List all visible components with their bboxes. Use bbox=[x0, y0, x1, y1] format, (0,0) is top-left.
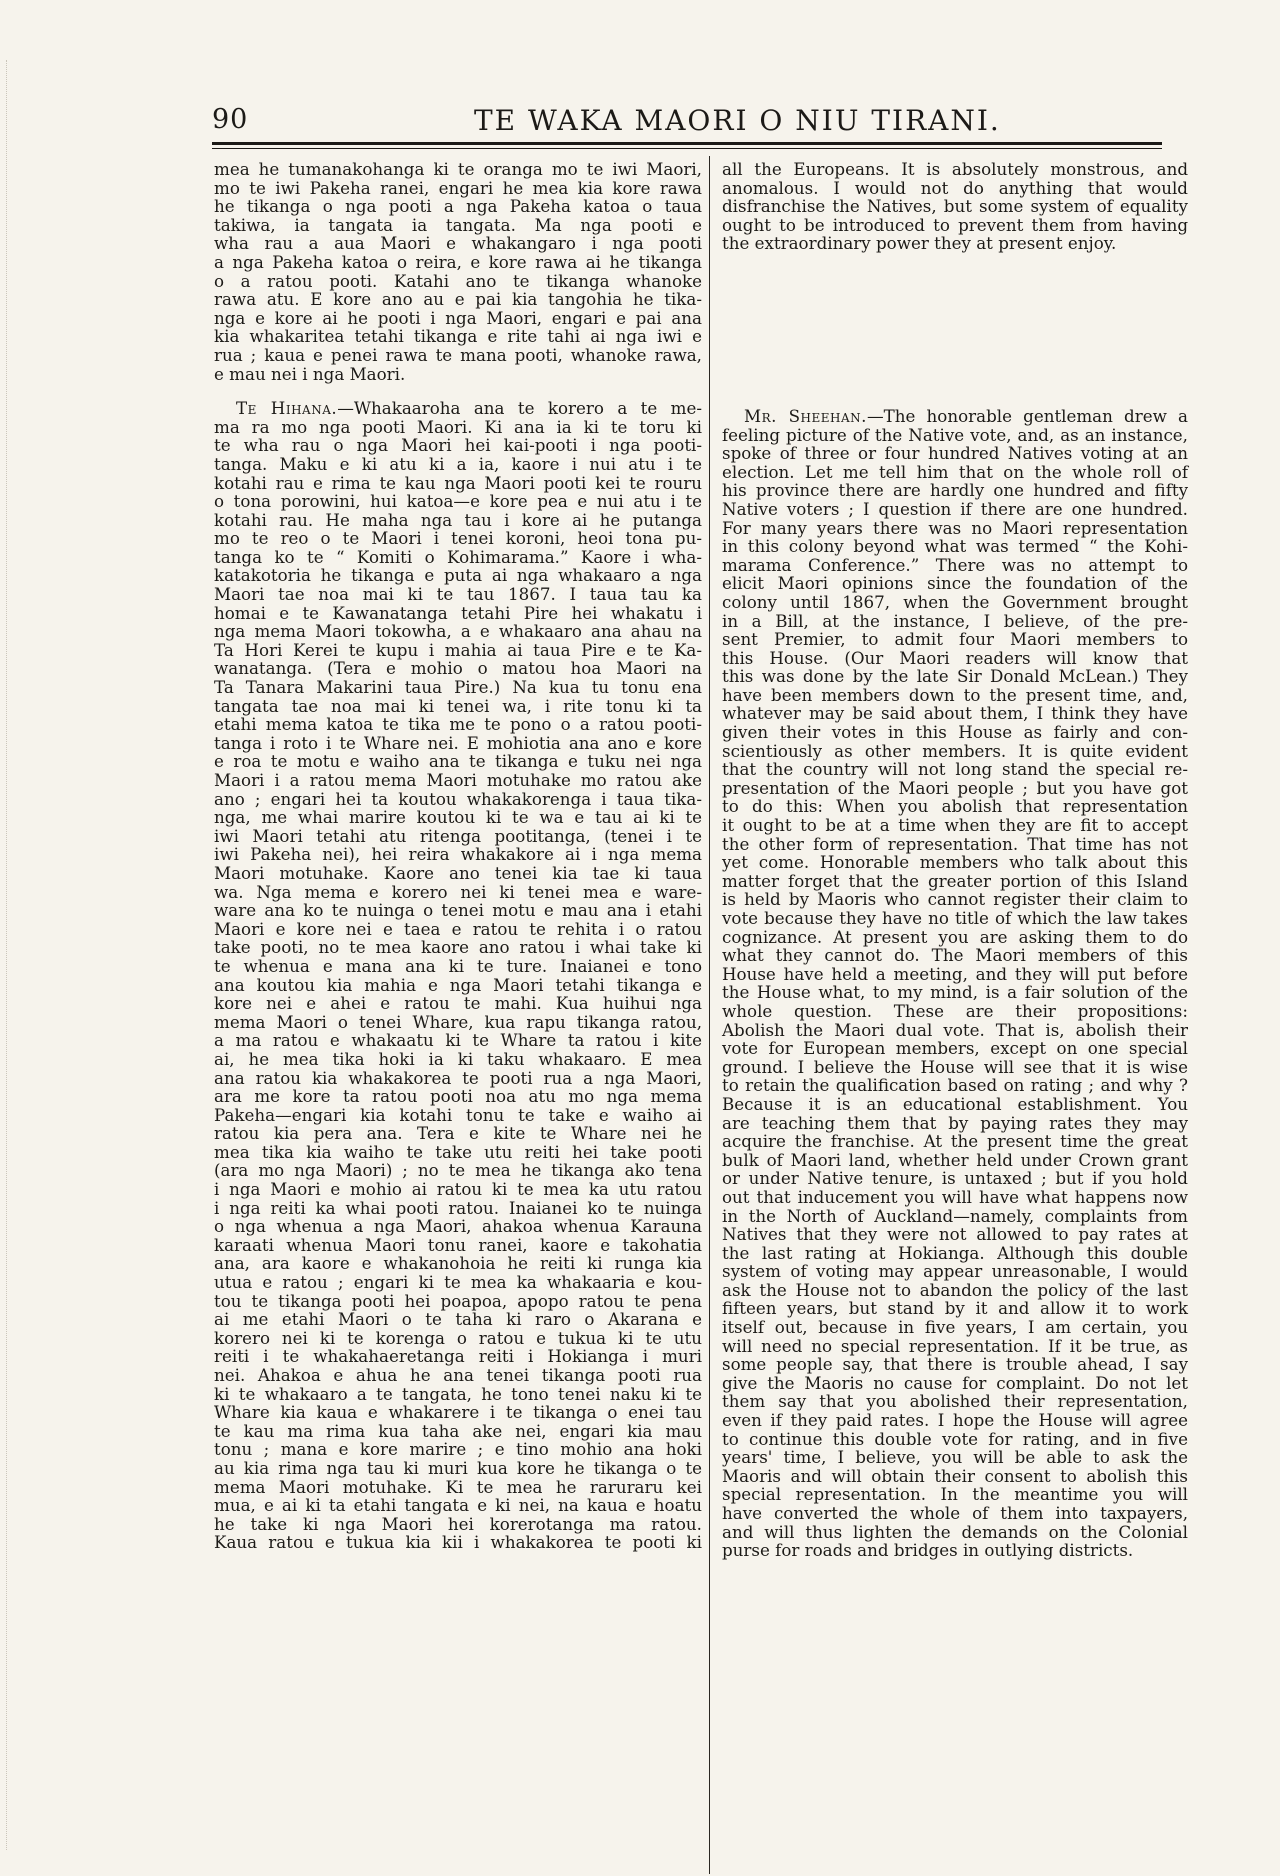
text-line: mo te iwi Pakeha ranei, engari he mea kia kore rawa bbox=[214, 177, 702, 198]
text-line: what they cannot do. The Maori members of this bbox=[722, 945, 1188, 966]
speaker-name: Mr. Sheehan. bbox=[744, 405, 867, 426]
text-line: vote for European members, except on one special bbox=[722, 1038, 1188, 1059]
text-line: system of voting may appear unreasonable, I would bbox=[722, 1261, 1188, 1282]
text-line: Maori e kore nei e taea e ratou te rehita i o ratou bbox=[214, 918, 702, 939]
text-line: ai, he mea tika hoki ia ki taku whakaaro. E mea bbox=[214, 1048, 702, 1069]
text-line: is held by Maoris who cannot register their claim to bbox=[722, 889, 1188, 910]
text-line: years' time, I believe, you will be able to ask the bbox=[722, 1447, 1188, 1468]
text-line: Maoris and will obtain their consent to abolish this bbox=[722, 1465, 1188, 1486]
text-line: this was done by the late Sir Donald McLean.) They bbox=[722, 666, 1188, 687]
text-line: ki te whakaaro a te tangata, he tono tenei naku ki te bbox=[214, 1383, 702, 1404]
text-line: a nga Pakeha katoa o reira, e kore rawa ai he tikanga bbox=[214, 251, 702, 272]
text-line: in this colony beyond what was termed “ the Kohi- bbox=[722, 536, 1188, 557]
text-line: out that inducement you will have what happens now bbox=[722, 1186, 1188, 1207]
text-line: the extraordinary power they at present enjoy. bbox=[722, 233, 1117, 254]
text-line: mema Maori motuhake. Ki te mea he raruraru kei bbox=[214, 1476, 702, 1497]
text-line: in the North of Auckland—namely, complaints from bbox=[722, 1205, 1188, 1226]
text-line: the other form of representation. That time has not bbox=[722, 833, 1188, 854]
text-line: mea tika kia waiho te take utu reiti hei take pooti bbox=[214, 1141, 702, 1162]
text-line: anomalous. I would not do anything that would bbox=[722, 177, 1188, 198]
text-line: nga mema Maori tokowha, a e whakaaro ana ahau na bbox=[214, 621, 702, 642]
text-line: are teaching them that by paying rates they may bbox=[722, 1112, 1188, 1133]
text-line: that the country will not long stand the special re- bbox=[722, 759, 1188, 780]
text-line: ma ra mo nga pooti Maori. Ki ana ia ki te toru ki bbox=[214, 416, 702, 437]
text-line: tangata tae noa mai ki tenei wa, i rite tonu ki ta bbox=[214, 695, 702, 716]
text-line: in a Bill, at the instance, I believe, of the pre- bbox=[722, 610, 1188, 631]
text-line: homai e te Kawanatanga tetahi Pire hei whakatu i bbox=[214, 602, 702, 623]
text-line: korero nei ki te korenga o ratou e tukua ki te utu bbox=[214, 1327, 702, 1348]
text-line: (ara mo nga Maori) ; no te mea he tikanga ako tena bbox=[214, 1160, 702, 1181]
text-line: or under Native tenure, is untaxed ; but if you hold bbox=[722, 1168, 1188, 1189]
text-line: e mau nei i nga Maori. bbox=[214, 363, 406, 384]
text-line: ground. I believe the House will see that it is wise bbox=[722, 1056, 1188, 1077]
text-line: wa. Nga mema e korero nei ki tenei mea e ware- bbox=[214, 881, 702, 902]
text-line: tonu ; mana e kore marire ; e tino mohio ana hoki bbox=[214, 1439, 702, 1460]
text-line: Maori i a ratou mema Maori motuhake mo ratou ake bbox=[214, 770, 702, 790]
text-line: te wha rau o nga Maori hei kai-pooti i nga pooti- bbox=[214, 435, 702, 456]
text-line: presentation of the Maori people ; but you have got bbox=[722, 777, 1188, 798]
text-line: he tikanga o nga pooti a nga Pakeha katoa o taua bbox=[214, 196, 702, 217]
text-line: ratou kia pera ana. Tera e kite te Whare nei he bbox=[214, 1123, 702, 1144]
header-rule-thin bbox=[212, 148, 1162, 149]
text-line: given their votes in this House as fairly and con- bbox=[722, 722, 1188, 743]
text-line: some people say, that there is trouble ahead, I say bbox=[722, 1354, 1188, 1375]
text-line: ana, ara kaore e whakanohoia he reiti ki runga kia bbox=[214, 1253, 702, 1274]
text-line: nga e kore ai he pooti i nga Maori, engari e pai ana bbox=[214, 307, 702, 328]
text-line: them say that you abolished their representation, bbox=[722, 1391, 1188, 1412]
text-line: nei. Ahakoa e ahua he ana tenei tikanga pooti rua bbox=[214, 1365, 702, 1385]
text-line: e roa te motu e waiho ana te tikanga e tuku nei nga bbox=[214, 751, 702, 772]
column-divider bbox=[709, 156, 710, 1874]
text-line: Abolish the Maori dual vote. That is, abolish their bbox=[722, 1019, 1188, 1040]
text-line: etahi mema katoa te tika me te pono o a ratou pooti- bbox=[214, 714, 702, 735]
text-line: o tona porowini, hui katoa—e kore pea e nui atu i te bbox=[214, 491, 702, 512]
text-line: kore nei e ahei e ratou te mahi. Kua huihui nga bbox=[214, 993, 702, 1014]
text-line: itself out, because in five years, I am certain, you bbox=[722, 1317, 1188, 1338]
right-paragraph-1 bbox=[722, 160, 1188, 253]
text-line: marama Conference.” There was no attempt to bbox=[722, 554, 1188, 575]
text-line: nga, me whai marire koutou ki te wa e tau ai ki te bbox=[214, 807, 702, 828]
text-line: o a ratou pooti. Katahi ano te tikanga whanoke bbox=[214, 270, 702, 291]
text-line: yet come. Honorable members who talk about this bbox=[722, 852, 1188, 873]
text-line: Kaua ratou e tukua kia kii i whakakorea te pooti ki bbox=[214, 1532, 702, 1553]
text-line: the House what, to my mind, is a fair solution of the bbox=[722, 982, 1188, 1003]
text-line: reiti i te whakahaeretanga reiti i Hokianga i muri bbox=[214, 1346, 702, 1367]
text-line: special representation. In the meantime you will bbox=[722, 1484, 1188, 1505]
right-column bbox=[722, 160, 1188, 1560]
text-line: tou te tikanga pooti hei poapoa, apopo ratou te pena bbox=[214, 1290, 702, 1311]
left-paragraph-1 bbox=[214, 160, 702, 383]
text-line: cognizance. At present you are asking them to do bbox=[722, 926, 1188, 947]
text-line: iwi Pakeha nei), hei reira whakakore ai i nga mema bbox=[214, 844, 702, 865]
speaker-name: Te Hihana. bbox=[236, 398, 338, 419]
text-line: ware ana ko te nuinga o tenei motu e mau ana i etahi bbox=[214, 900, 702, 921]
text-line: mo te reo o te Maori i tenei koroni, heoi tona pu- bbox=[214, 528, 702, 549]
left-paragraph-2 bbox=[214, 399, 702, 1552]
text-line: have been members down to the present time, and, bbox=[722, 684, 1188, 705]
text-line: vote because they have no title of which the law takes bbox=[722, 908, 1188, 928]
text-line: scientiously as other members. It is quite evident bbox=[722, 740, 1188, 761]
text-line: sent Premier, to admit four Maori members to bbox=[722, 629, 1188, 650]
text-line: rua ; kaua e penei rawa te mana pooti, whanoke rawa, bbox=[214, 344, 702, 365]
text-line: kotahi rau. He maha nga tau i kore ai he putanga bbox=[214, 509, 702, 530]
text-line: to continue this double vote for rating, and in five bbox=[722, 1428, 1188, 1449]
text-line: this House. (Our Maori readers will know that bbox=[722, 647, 1188, 668]
text-line: ana ratou kia whakakorea te pooti rua a nga Maori, bbox=[214, 1067, 702, 1088]
binding-edge bbox=[6, 60, 17, 1850]
text-line: i nga Maori e mohio ai ratou ki te mea ka utu ratou bbox=[214, 1179, 702, 1200]
text-line: whole question. These are their propositions: bbox=[722, 1000, 1188, 1021]
text-line: te kau ma rima kua taha ake nei, engari kia mau bbox=[214, 1420, 702, 1441]
text-line: rawa atu. E kore ano au e pai kia tangohia he tika- bbox=[214, 289, 702, 310]
text-line: takiwa, ia tangata ia tangata. Ma nga pooti e bbox=[214, 214, 702, 235]
text-line: wha rau a aua Maori e whakangaro i nga pooti bbox=[214, 233, 702, 254]
text-line: katakotoria he tikanga e puta ai nga whakaaro a nga bbox=[214, 565, 702, 586]
text-line: matter forget that the greater portion of this Island bbox=[722, 870, 1188, 891]
text-line: Pakeha—engari kia kotahi tonu te take e waiho ai bbox=[214, 1104, 702, 1125]
text-line: will need no special representation. If it be true, as bbox=[722, 1335, 1188, 1356]
text-line: Natives that they were not allowed to pay rates at bbox=[722, 1224, 1188, 1245]
text-line: to do this: When you abolish that representation bbox=[722, 796, 1188, 817]
text-line: have converted the whole of them into taxpayers, bbox=[722, 1503, 1188, 1523]
right-paragraph-2 bbox=[722, 407, 1188, 1560]
text-line: House have held a meeting, and they will put before bbox=[722, 963, 1188, 984]
text-line: utua e ratou ; engari ki te mea ka whakaaria e kou- bbox=[214, 1272, 702, 1293]
right-paragraph-2-first-line bbox=[722, 407, 1188, 426]
text-line: ai me etahi Maori o te taha ki raro o Akarana e bbox=[214, 1309, 702, 1330]
text-line: all the Europeans. It is absolutely monstrous, and bbox=[722, 159, 1188, 179]
text-line: Maori tae noa mai ki te tau 1867. I taua tau ka bbox=[214, 584, 702, 605]
text-line: Maori motuhake. Kaore ano tenei kia tae ki taua bbox=[214, 862, 702, 883]
page-header bbox=[212, 104, 1162, 144]
text-line: fifteen years, but stand by it and allow it to work bbox=[722, 1298, 1188, 1319]
paragraph-gap bbox=[214, 383, 702, 399]
header-rule-thick bbox=[212, 142, 1162, 145]
text-line: ara me kore ta ratou pooti noa atu mo nga mema bbox=[214, 1086, 702, 1107]
text-line: bulk of Maori land, whether held under Crown grant bbox=[722, 1149, 1188, 1170]
text-line: the last rating at Hokianga. Although this double bbox=[722, 1242, 1188, 1263]
text-line: whatever may be said about them, I think they have bbox=[722, 703, 1188, 724]
text-line: to retain the qualification based on rating ; and why ? bbox=[722, 1075, 1188, 1096]
text-line: iwi Maori tetahi atu ritenga pootitanga, (tenei i te bbox=[214, 825, 702, 846]
first-line-text: —Whakaaroha ana te korero a te me- bbox=[337, 398, 702, 419]
paragraph-gap bbox=[722, 253, 1188, 407]
text-line: tanga i roto i te Whare nei. E mohiotia ana ano e kore bbox=[214, 732, 702, 753]
text-line: and will thus lighten the demands on the Colonial bbox=[722, 1521, 1188, 1542]
text-line: mua, e ai ki ta etahi tangata e ki nei, na kaua e hoatu bbox=[214, 1495, 702, 1516]
text-line: Native voters ; I question if there are one hundred. bbox=[722, 498, 1188, 519]
text-line: election. Let me tell him that on the whole roll of bbox=[722, 461, 1188, 482]
text-line: kia whakaritea tetahi tikanga e rite tahi ai nga iwi e bbox=[214, 326, 702, 347]
text-line: mea he tumanakohanga ki te oranga mo te iwi Maori, bbox=[214, 159, 702, 179]
text-line: wanatanga. (Tera e mohio o matou hoa Maori na bbox=[214, 658, 702, 679]
text-line: purse for roads and bridges in outlying districts. bbox=[722, 1540, 1134, 1561]
text-line: his province there are hardly one hundred and fifty bbox=[722, 480, 1188, 501]
text-line: elicit Maori opinions since the foundation of the bbox=[722, 573, 1188, 594]
text-line: a ma ratou e whakaatu ki te Whare ta ratou i kite bbox=[214, 1030, 702, 1051]
text-line: kotahi rau e rima te kau nga Maori pooti kei te rouru bbox=[214, 472, 702, 493]
left-paragraph-2-first-line bbox=[214, 399, 702, 418]
text-line: i nga reiti ka whai pooti ratou. Inaianei ko te nuinga bbox=[214, 1197, 702, 1218]
text-line: au kia rima nga tau ki muri kua kore he tikanga o te bbox=[214, 1457, 702, 1478]
text-line: colony until 1867, when the Government brought bbox=[722, 591, 1188, 612]
text-line: tanga ko te “ Komiti o Kohimarama.” Kaore i wha- bbox=[214, 546, 702, 567]
text-line: mema Maori o tenei Whare, kua rapu tikanga ratou, bbox=[214, 1011, 702, 1032]
text-line: For many years there was no Maori representation bbox=[722, 517, 1188, 538]
text-line: he take ki nga Maori hei korerotanga ma ratou. bbox=[214, 1513, 702, 1534]
text-line: tanga. Maku e ki atu ki a ia, kaore i nui atu i te bbox=[214, 453, 702, 474]
text-line: ought to be introduced to prevent them from having bbox=[722, 214, 1188, 235]
text-line: Because it is an educational establishment. You bbox=[722, 1093, 1188, 1114]
page-number: 90 bbox=[212, 104, 249, 135]
text-line: o nga whenua a nga Maori, ahakoa whenua Karauna bbox=[214, 1216, 702, 1237]
text-line: feeling picture of the Native vote, and, as an instance, bbox=[722, 424, 1188, 445]
left-column bbox=[214, 160, 702, 1552]
text-line: karaati whenua Maori tonu ranei, kaore e takohatia bbox=[214, 1234, 702, 1255]
text-line: Ta Tanara Makarini taua Pire.) Na kua tu tonu ena bbox=[214, 677, 702, 698]
text-line: it ought to be at a time when they are fit to accept bbox=[722, 815, 1188, 836]
text-line: spoke of three or four hundred Natives voting at an bbox=[722, 443, 1188, 464]
text-line: ana koutou kia mahia e nga Maori tetahi tikanga e bbox=[214, 974, 702, 995]
text-line: Whare kia kaua e whakarere i te tikanga o enei tau bbox=[214, 1402, 702, 1423]
text-line: ask the House not to abandon the policy of the last bbox=[722, 1279, 1188, 1300]
text-line: even if they paid rates. I hope the House will agree bbox=[722, 1410, 1188, 1431]
text-line: te whenua e mana ana ki te ture. Inaianei e tono bbox=[214, 955, 702, 976]
text-line: disfranchise the Natives, but some system of equality bbox=[722, 196, 1188, 217]
text-line: acquire the franchise. At the present time the great bbox=[722, 1131, 1188, 1152]
text-line: give the Maoris no cause for complaint. Do not let bbox=[722, 1372, 1188, 1393]
running-title: TE WAKA MAORI O NIU TIRANI. bbox=[474, 104, 1001, 137]
text-line: ano ; engari hei ta koutou whakakorenga i taua tika- bbox=[214, 788, 702, 809]
text-line: Ta Hori Kerei te kupu i mahia ai taua Pire e te Ka- bbox=[214, 639, 702, 660]
first-line-text: —The honorable gentleman drew a bbox=[866, 405, 1188, 426]
text-line: take pooti, no te mea kaore ano ratou i whai take ki bbox=[214, 937, 702, 958]
